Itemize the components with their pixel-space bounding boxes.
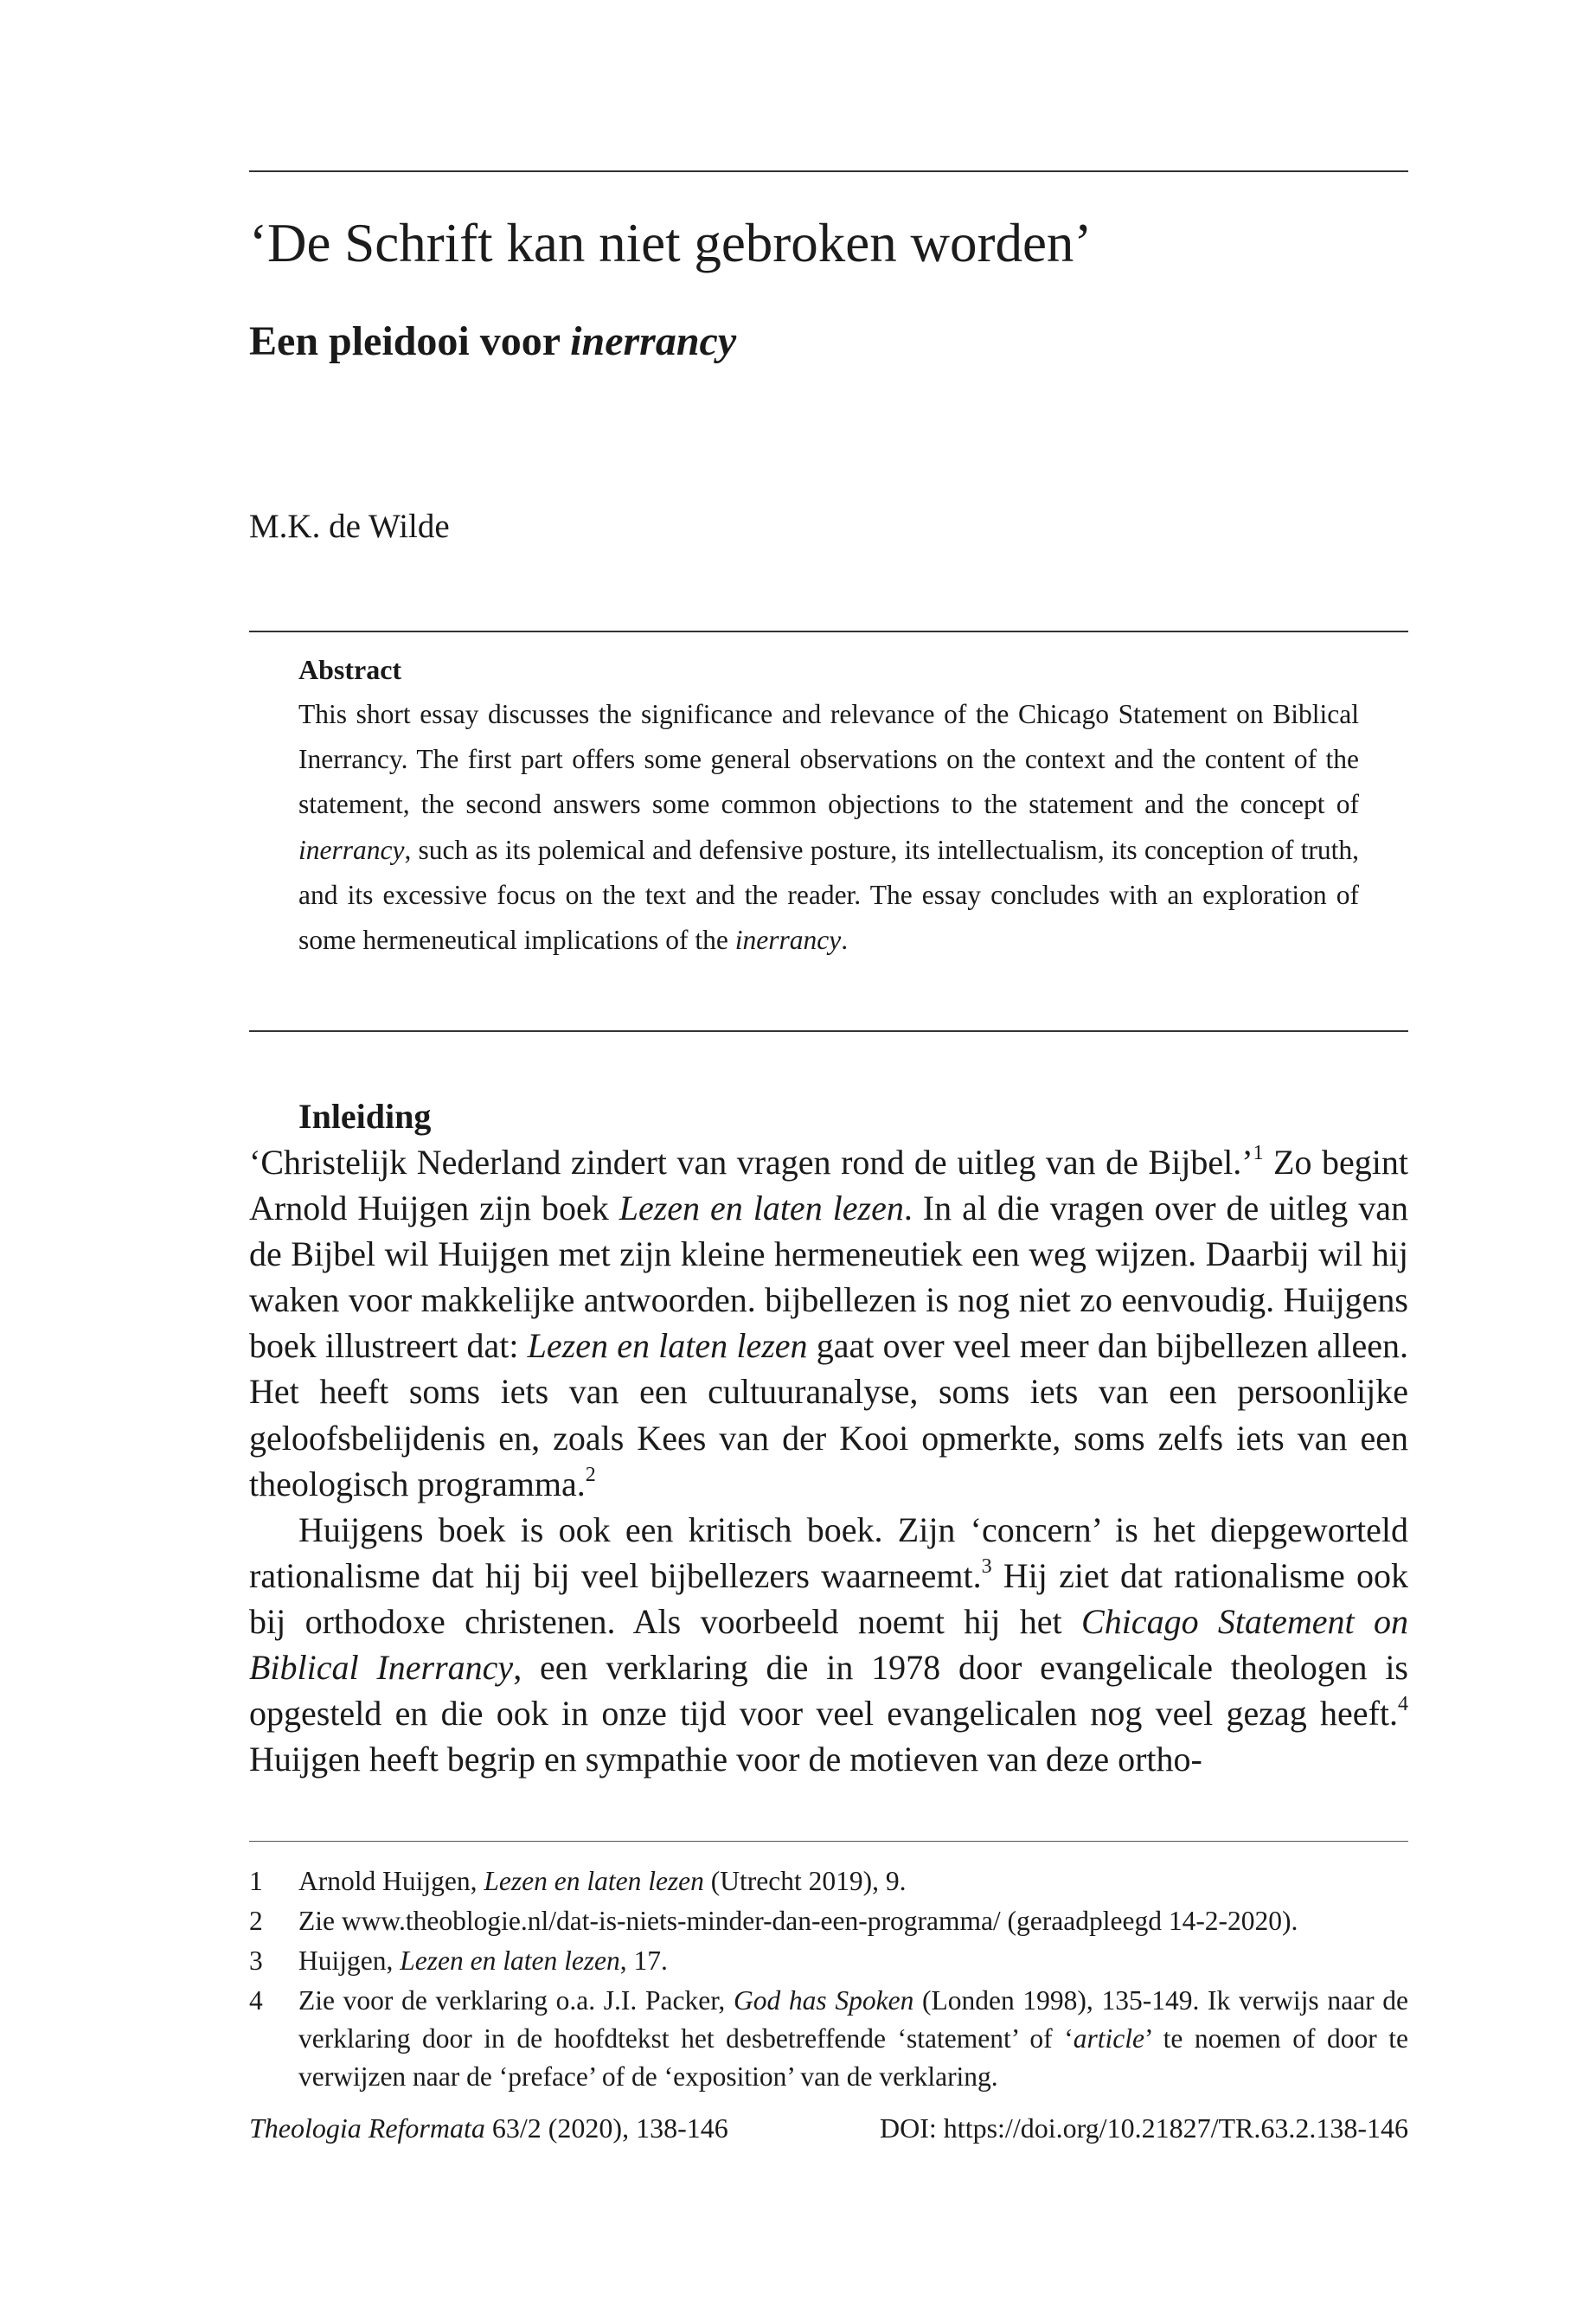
footnote-item: 4 Zie voor de verklaring o.a. J.I. Packer, God has Spoken (Londen 1998), 135-149. Ik verwijs naar de verklaring door in de hoofdtekst het desbetreffende ‘statement’ of ‘article’ te noemen of door te verwijzen naar de ‘preface’ of de ‘exposition’ van de verklaring. <box>249 1985 1409 2092</box>
footnote-rule <box>249 1841 1408 1842</box>
footnote-link[interactable]: Zie www.theoblogie.nl/dat-is-niets-minder-dan-een-programma/ (geraadpleegd 14-2-2020). <box>298 1906 1298 1936</box>
article-subtitle <box>249 316 736 368</box>
journal-citation: Theologia Reformata 63/2 (2020), 138-146 <box>249 2112 728 2144</box>
footnote-item: 2 Zie www.theoblogie.nl/dat-is-niets-minder-dan-een-programma/ (geraadpleegd 14-2-2020). <box>249 1906 1298 1936</box>
abstract-bottom-rule <box>249 1030 1408 1032</box>
abstract-block <box>298 647 1359 963</box>
footnote-ref[interactable]: 1 <box>1253 1142 1264 1165</box>
abstract-heading: Abstract <box>298 654 402 685</box>
subtitle-prefix: Een pleidooi voor <box>249 318 571 364</box>
top-rule <box>249 170 1408 172</box>
doi-link[interactable]: DOI: https://doi.org/10.21827/TR.63.2.138-146 <box>880 2112 1408 2144</box>
subtitle-italic: inerrancy <box>570 318 737 364</box>
page-footer <box>249 2109 1408 2147</box>
footnote-ref[interactable]: 4 <box>1398 1693 1408 1716</box>
article-title: ‘De Schrift kan niet gebroken worden’ <box>249 213 1093 273</box>
footnote-ref[interactable]: 3 <box>981 1555 992 1579</box>
abstract-text: This short essay discusses the significance and relevance of the Chicago Statement on Biblical Inerrancy. The first part offers some general observations on the context and the content of the statement, the second answers some common objections to the statement and the concept of inerrancy, such as its polemical and defensive posture, its intellectualism, its conception of truth, and its excessive focus on the text and the reader. The essay concludes with an exploration of some hermeneutical implications of the inerrancy. <box>298 699 1359 956</box>
author-name: M.K. de Wilde <box>249 508 450 545</box>
footnote-ref[interactable]: 2 <box>585 1463 596 1486</box>
abstract-top-rule <box>249 631 1408 632</box>
footnote-item: 3 Huijgen, Lezen en laten lezen, 17. <box>249 1945 668 1976</box>
footnote-item: 1 Arnold Huijgen, Lezen en laten lezen (Utrecht 2019), 9. <box>249 1866 907 1896</box>
body-text <box>249 1094 1408 1782</box>
paragraph-1: ‘Christelijk Nederland zindert van vragen rond de uitleg van de Bijbel.’$^1$ Zo begint Arnold Huijgen zijn boek Lezen en laten lezen. In al die vragen over de uitleg van de Bijbel wil Huijgen met zijn kleine hermeneutiek een weg wijzen. Daarbij wil hij waken voor makkelijke antwoorden. bijbellezen is nog niet zo eenvoudig. Huijgens boek illustreert dat: Lezen en laten lezen gaat over veel meer dan bijbellezen alleen. Het heeft soms iets van een cultuuranalyse, soms iets van een persoonlijke geloofsbelijdenis en, zoals Kees van der Kooi opmerkte, soms zelfs iets van een theologisch programma.$^2$ <box>249 1142 1409 1503</box>
section-heading: Inleiding <box>298 1097 432 1136</box>
footnotes <box>249 1862 1408 2098</box>
paragraph-2: Huijgens boek is ook een kritisch boek. Zijn ‘concern’ is het diepgeworteld rationalisme dat hij bij veel bijbellezers waarneemt.$^3$ Hij ziet dat rationalisme ook bij orthodoxe christenen. Als voorbeeld noemt hij het Chicago Statement on Biblical Inerrancy, een verklaring die in 1978 door evangelicale theologen is opgesteld en die ook in onze tijd voor veel evangelicalen nog veel gezag heeft.$^4$ Huijgen heeft begrip en sympathie voor de motieven van deze ortho- <box>249 1509 1409 1779</box>
